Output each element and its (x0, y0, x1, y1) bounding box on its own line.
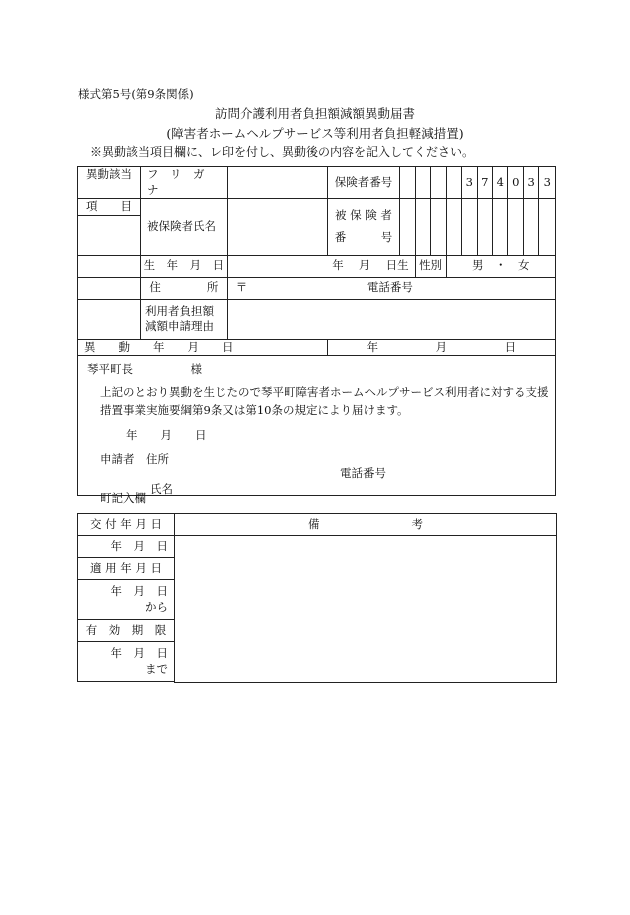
reason-label-line1: 利用者負担額 (144, 303, 214, 318)
birthdate-value[interactable]: 年 月 日生 (227, 255, 415, 277)
applicant-phone-label: 電話番号 (340, 466, 386, 481)
insured-name-input[interactable] (227, 199, 327, 256)
insured-digit-1[interactable] (400, 199, 415, 256)
change-date-label: 異 動 年 月 日 (78, 339, 328, 356)
item-header (78, 167, 141, 199)
reason-label (140, 299, 227, 339)
reason-check-box[interactable] (78, 299, 141, 339)
furigana-input[interactable] (227, 167, 327, 199)
form-number: 様式第5号(第9条関係) (78, 87, 194, 101)
change-date-value[interactable]: 年 月 日 (327, 339, 555, 356)
town-section-label: 町記入欄 (100, 491, 146, 505)
address-label: 住 所 (140, 277, 227, 299)
validity-until-label: まで (145, 661, 168, 676)
address-input[interactable] (227, 277, 555, 299)
name-check-box[interactable] (78, 215, 141, 255)
insured-name-label: 被保険者氏名 (140, 199, 227, 256)
spacer (78, 682, 175, 683)
phone-label: 電話番号 (366, 280, 413, 295)
insurer-digit-blank-3 (431, 167, 446, 199)
insurer-digit-blank-4 (446, 167, 461, 199)
insured-digit-7[interactable] (493, 199, 508, 256)
item-header-line1: 異動該当 (85, 167, 132, 181)
insurer-digit: 3 (462, 167, 477, 199)
issue-date-label: 交 付 年 月 日 (78, 514, 175, 536)
insured-digit-8[interactable] (508, 199, 523, 256)
insured-number-label (327, 199, 399, 256)
sex-value[interactable]: 男 ・ 女 (446, 255, 555, 277)
addressee: 琴平町長 様 (87, 362, 202, 377)
remarks-label: 備 考 (175, 514, 557, 536)
form-title: 訪問介護利用者負担額減額異動届書 (214, 106, 415, 121)
insured-number-label-line1: 被 保 険 者 (334, 208, 392, 223)
remarks-input[interactable] (175, 536, 557, 683)
applicant-name-label: 氏名 (150, 482, 173, 496)
apply-from-label: から (145, 599, 168, 614)
form-subtitle: (障害者ホームヘルプサービス等利用者負担軽減措置) (166, 126, 464, 141)
apply-date-value-cell[interactable] (78, 580, 175, 620)
sex-label: 性別 (415, 255, 446, 277)
reason-input[interactable] (227, 299, 555, 339)
insured-number-label-line2: 番 号 (334, 229, 393, 244)
validity-value-cell[interactable] (78, 642, 175, 682)
insurer-digit-blank-2 (415, 167, 430, 199)
declaration-block (78, 356, 556, 496)
insured-digit-9[interactable] (523, 199, 538, 256)
item-header-line2-cell (78, 199, 141, 216)
insured-digit-2[interactable] (415, 199, 430, 256)
postal-mark: 〒 (235, 280, 248, 295)
insured-digit-4[interactable] (446, 199, 461, 256)
declaration-body: 上記のとおり異動を生じたので琴平町障害者ホームヘルプサービス利用者に対する支援措置事業実施要綱第9条又は第10条の規定により届けます。 (100, 385, 549, 417)
furigana-label: フ リ ガ ナ (140, 167, 227, 199)
insurer-digit: 7 (477, 167, 492, 199)
change-notification-table (77, 166, 556, 496)
item-header-line2: 項 目 (85, 199, 132, 214)
insurer-digit: 0 (508, 167, 523, 199)
instruction-note: ※異動該当項目欄に、レ印を付し、異動後の内容を記入してください。 (90, 145, 475, 159)
apply-date-label: 適 用 年 月 日 (78, 558, 175, 580)
insurer-number-label: 保険者番号 (327, 167, 399, 199)
insured-digit-3[interactable] (431, 199, 446, 256)
address-check-box[interactable] (78, 277, 141, 299)
reason-label-line2: 減額申請理由 (144, 319, 214, 334)
validity-value: 年 月 日 (110, 645, 168, 660)
insurer-digit: 3 (523, 167, 538, 199)
insured-digit-5[interactable] (462, 199, 477, 256)
birthdate-label: 生 年 月 日 (140, 255, 227, 277)
insurer-digit: 3 (539, 167, 556, 199)
insurer-digit: 4 (493, 167, 508, 199)
town-use-table (77, 513, 557, 683)
applicant-address-label: 申請者 住所 (100, 452, 169, 467)
validity-label: 有 効 期 限 (78, 620, 175, 642)
declaration-date[interactable]: 年 月 日 (126, 428, 207, 443)
insurer-digit-blank-1 (400, 167, 415, 199)
apply-date-value: 年 月 日 (110, 583, 168, 598)
birthdate-check-box[interactable] (78, 255, 141, 277)
insured-digit-10[interactable] (539, 199, 556, 256)
insured-digit-6[interactable] (477, 199, 492, 256)
issue-date-value[interactable]: 年 月 日 (78, 536, 175, 558)
